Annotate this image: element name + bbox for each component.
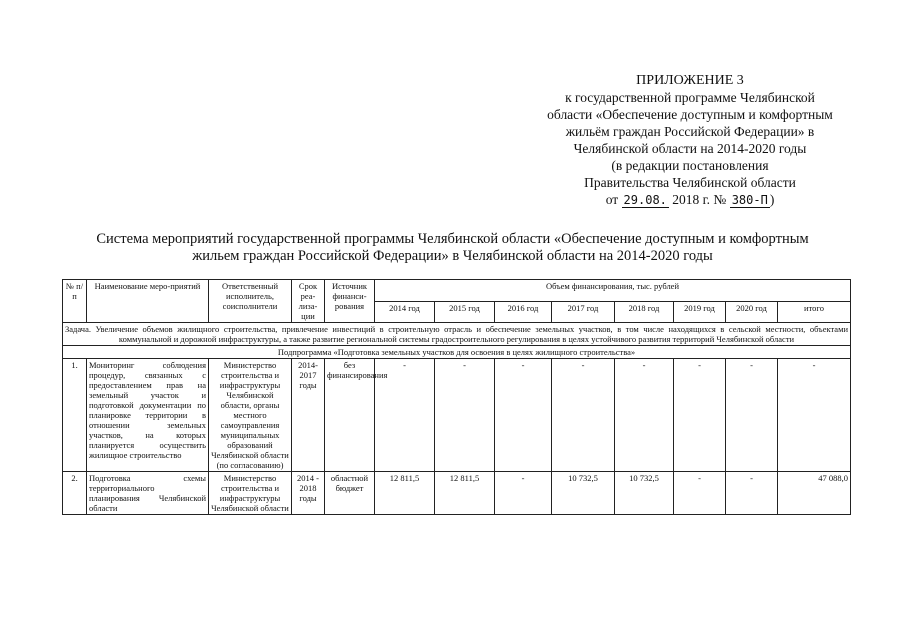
header-row: [63, 280, 851, 302]
task-text: Задача. Увеличение объемов жилищного строительства, привлечение инвестиций в строительную отрасль и обеспечение земельных участков, в том числе находящихся в сельской местности, объектами коммунальной и дорожной инфраструктуры, а также развитие региональной системы градостроительного регулирования в целях устойчивого развития территорий Челябинской области: [63, 323, 851, 346]
row-value: -: [552, 359, 615, 472]
col-header-year: 2016 год: [495, 301, 552, 323]
row-value: 12 811,5: [375, 472, 435, 515]
row-value: 12 811,5: [435, 472, 495, 515]
col-header-year: 2017 год: [552, 301, 615, 323]
row-responsible: Министерство строительства и инфраструктуры Челябинской области, органы местного самоуправления муниципальных образований Челябинской области (по согласованию): [209, 359, 292, 472]
row-value: 10 732,5: [615, 472, 674, 515]
appendix-line: Правительства Челябинской области: [584, 175, 796, 190]
row-name: Мониторинг соблюдения процедур, связанных с предоставлением прав на земельный участок и подготовкой документации по планировке территории в отношении земельных участков, на которых планируется осуществить жилищное строительство: [87, 359, 209, 472]
col-header-year: 2014 год: [375, 301, 435, 323]
year-text: 2018 г. №: [672, 192, 727, 207]
col-header-name: Наименование меро-приятий: [87, 280, 209, 323]
row-value: -: [435, 359, 495, 472]
appendix-heading: ПРИЛОЖЕНИЕ 3: [636, 73, 744, 88]
table-row: [63, 472, 851, 515]
col-header-term: Срок реа-лиза-ции: [292, 280, 325, 323]
row-value: -: [495, 359, 552, 472]
row-value: 10 732,5: [552, 472, 615, 515]
measures-table: [62, 279, 851, 515]
appendix-block: [530, 72, 850, 208]
col-header-year: 2020 год: [726, 301, 778, 323]
row-term: 2014-2017 годы: [292, 359, 325, 472]
col-header-source: Источник финанси-рования: [325, 280, 375, 323]
col-header-funding: Объем финансирования, тыс. рублей: [375, 280, 851, 302]
row-num: 2.: [63, 472, 87, 515]
date-handwritten: 29.08.: [623, 193, 667, 207]
col-header-year: 2015 год: [435, 301, 495, 323]
appendix-line: области «Обеспечение доступным и комфортным: [547, 107, 833, 122]
close-paren: ): [769, 192, 775, 207]
title-line-2: жильем граждан Российской Федерации» в Челябинской области на 2014-2020 годы: [192, 248, 713, 264]
row-term: 2014 - 2018 годы: [292, 472, 325, 515]
row-num: 1.: [63, 359, 87, 472]
date-prefix: от: [605, 192, 619, 207]
table-row: [63, 359, 851, 472]
subprogram-row: [63, 346, 851, 359]
col-header-year: 2019 год: [674, 301, 726, 323]
row-value: -: [674, 359, 726, 472]
appendix-line: (в редакции постановления: [611, 158, 769, 173]
row-value: -: [615, 359, 674, 472]
document-title: [60, 231, 845, 265]
appendix-line: к государственной программе Челябинской: [565, 90, 815, 105]
row-source: областной бюджет: [325, 472, 375, 515]
task-row: [63, 323, 851, 346]
row-value: -: [375, 359, 435, 472]
row-value: -: [726, 472, 778, 515]
row-responsible: Министерство строительства и инфраструктуры Челябинской области: [209, 472, 292, 515]
col-header-total: итого: [778, 301, 851, 323]
title-line-1: Система мероприятий государственной программы Челябинской области «Обеспечение доступным и комфортным: [96, 231, 809, 247]
row-total: 47 088,0: [778, 472, 851, 515]
resolution-date-line: [530, 191, 850, 208]
col-header-num: № п/п: [63, 280, 87, 323]
row-source: без финансирования: [325, 359, 375, 472]
row-value: -: [726, 359, 778, 472]
col-header-year: 2018 год: [615, 301, 674, 323]
number-handwritten: 380-П: [731, 193, 768, 207]
subprogram-title: Подпрограмма «Подготовка земельных участков для освоения в целях жилищного строительства»: [63, 346, 851, 359]
row-value: -: [674, 472, 726, 515]
appendix-line: Челябинской области на 2014-2020 годы: [573, 141, 807, 156]
row-total: -: [778, 359, 851, 472]
appendix-line: жильём граждан Российской Федерации» в: [565, 124, 815, 139]
col-header-responsible: Ответственный исполнитель, соисполнители: [209, 280, 292, 323]
row-value: -: [495, 472, 552, 515]
row-name: Подготовка схемы территориального планирования Челябинской области: [87, 472, 209, 515]
